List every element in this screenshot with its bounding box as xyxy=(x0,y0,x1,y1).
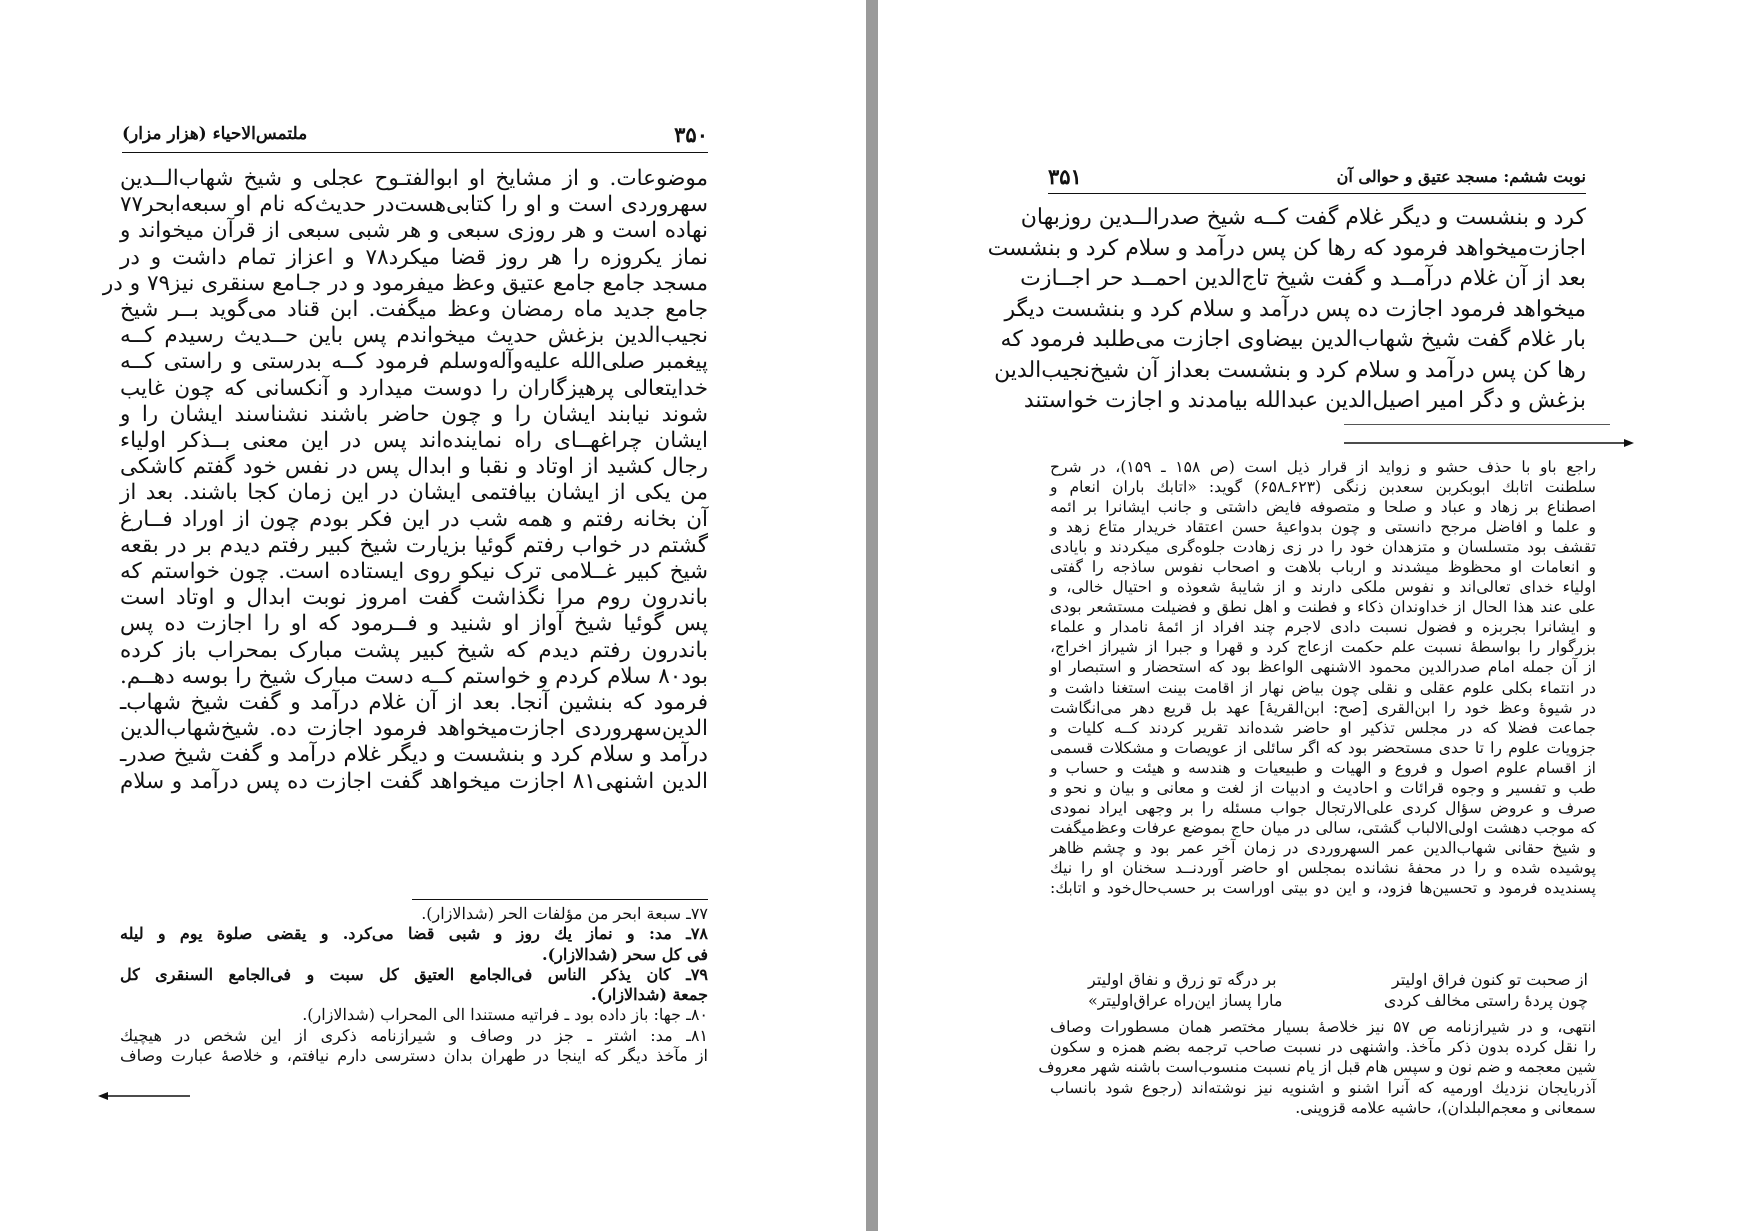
verse-hemistich: چون پردهٔ راستی مخالف کردی xyxy=(1383,991,1588,1010)
note-line: جماعت فضلا که در مجلس تذکیر او حاضر شده‌اند تقریر کردند کــه کلیات و xyxy=(1050,718,1596,737)
text-line: نجیب‌الدین بزغش حدیث میخواندم پس باین حــدیث رسیدم کــه xyxy=(120,323,708,349)
text-line: فرمود که بنشین آنجا. بعد از آن غلام درآمد و گفت شیخ شهاب‌ـ xyxy=(120,690,708,716)
note-line: اصطناع بر زهاد و عباد و صلحا و متصوفه فایض داشتی و جانب ایشانرا بر ائمه xyxy=(1050,498,1596,517)
left-body-text xyxy=(102,166,708,795)
note-line: و علما و افاضل مرجح دانستی و چون بدواعیهٔ حسن اعتقاد خریدار متاع زهد و xyxy=(1050,518,1596,537)
text-line: باندرون روم مرا نگذاشت گفت امروز نوبت ابدال و اوتاد است xyxy=(120,585,708,611)
note-line: از اقسام علوم اصول و فروع و الهیات و طبیعیات و هندسه و هیئت و حساب و xyxy=(1050,758,1596,777)
text-line: مسجد جامع جامع عتیق وعظ میفرمود و در جـامع سنقری نیز۷۹ و در xyxy=(102,270,708,296)
text-line: جامع جدید ماه رمضان وعظ میگفت. ابن قناد می‌گوید بــر شیخ xyxy=(120,297,708,323)
footnote-line: ۸۱ـ مد: اشتر ـ جز در وصاف و شیرازنامه ذکری از این شخص در هیچیك xyxy=(120,1025,708,1045)
verse-hemistich: از صحبت تو کنون فراق اولیتر xyxy=(1391,970,1588,989)
footnote-line: جمعة (شدالازار). xyxy=(591,985,708,1005)
note-line: و شیخ حقانی شهاب‌الدین عمر السهروردی در زمان آخر عمر بود و چشم ظاهر xyxy=(1050,838,1596,857)
note-line: سلطنت اتابك ابوبکربن سعدبن زنگی (۶۲۳ـ۶۵۸) گوید: «اتابك باران انعام و xyxy=(1050,478,1596,497)
text-line: خدایتعالی پرهیزگاران را دوست میدارد و آنکسانی که چون غایب xyxy=(120,375,708,401)
verse-line xyxy=(1088,969,1588,990)
note-line: صرف و عروض سؤال کردی علی‌الارتجال جواب مسئله را بر وجهی ایراد نمودی xyxy=(1050,798,1596,817)
text-line: بار غلام گفت شیخ شهاب‌الدین بیضاوی اجازت می‌طلبد فرمود که xyxy=(1000,327,1586,352)
verse-hemistich: مارا پساز این‌راه عراق‌اولیتر» xyxy=(1088,991,1283,1010)
text-line: پیغمبر صلی‌الله علیه‌وآله‌وسلم فرمود کــه بدرستی و راستی کــه xyxy=(120,349,708,375)
note-line: شین معجمه و ضم نون و سپس هام قبل از یام نسبت منسوب‌است باشنه شهر معروف xyxy=(1038,1058,1596,1077)
note-line: پوشیده شده و را در محفهٔ نشانده بمجلس او حاضر آوردنــد سخنان او را نیك xyxy=(1050,858,1596,877)
text-line: من یکی از ایشان بیافتمی ایشان در این زمان کجا باشند. بعد از xyxy=(120,480,708,506)
footnote-line: از مآخذ دیگر که اینجا در طهران بدان دسترسی دارم نیافتم، و خلاصهٔ عبارت وصاف xyxy=(120,1046,708,1066)
text-line: موضوعات. و از مشایخ او ابوالفتـوح عجلی و شیخ شهاب‌الــدین xyxy=(120,166,708,191)
text-line: الدین اشنهی۸۱ اجازت میخواهد گفت اجازت ده پس درآمد و سلام xyxy=(120,768,708,794)
text-line: رجال کشید از اوتاد و نقبا و ابدال پس در نفس خود گفتم کاشکی xyxy=(120,454,708,480)
continuation-arrow-icon xyxy=(98,1090,190,1102)
text-line: رها کن پس درآمد و سلام کرد و بنشست بعداز آن شیخ‌نجیب‌الدین xyxy=(994,357,1586,383)
verse-line xyxy=(1088,990,1588,1011)
left-footnotes xyxy=(120,904,708,1066)
text-line: بود۸۰ سلام کردم و خواستم کــه دست مبارک شیخ را بوسه دهــم. xyxy=(120,663,708,689)
left-page xyxy=(0,0,866,1231)
text-line: بعد از آن غلام درآمــد و گفت شیخ تاج‌الدین احمــد حر اجــازت xyxy=(1020,266,1586,291)
footnote-divider xyxy=(412,899,708,900)
page-number: ۳۵۰ xyxy=(674,122,708,147)
verse-hemistich: بر درگه تو زرق و نفاق اولیتر xyxy=(1088,970,1277,989)
note-line: پسندیده فرمود و تحسین‌ها فزود، و این دو بیتی اوراست بر حسب‌حال‌خود و اتابك: xyxy=(1050,878,1596,897)
text-line: ایشان چراغهــای راه نماینده‌اند پس در این معنی بــذکر اولیاء xyxy=(120,428,708,454)
running-title: نوبت ششم: مسجد عتیق و حوالی آن xyxy=(1336,167,1586,186)
book-gutter xyxy=(866,0,878,1231)
note-line: در انتماء بکلی علوم عقلی و نقلی چون بیاض نهار از اقامت بینت استغنا داشت و xyxy=(1050,678,1596,697)
note-line: از آن جمله امام صدرالدین محمود الاشنهی الواعظ بود که استحضار و استبصار او xyxy=(1050,658,1596,677)
text-line: بزغش و دگر امیر اصیل‌الدین عبدالله بیامدند و اجازت خواستند xyxy=(1023,388,1586,413)
right-body-text xyxy=(987,203,1586,417)
note-line: و انعامات او محظوظ میشدند و ارباب بلاهت و اصحاب نفوس ساذجه را گفتی xyxy=(1050,558,1596,577)
text-line: شیخ کبیر غــلامی ترک نیکو روی ایستاده است. چون خواستم که xyxy=(120,559,708,585)
note-line: انتهی، و در شیرازنامه ص ۵۷ نیز خلاصهٔ بسیار مختصر همان مسطورات وصاف xyxy=(1050,1018,1596,1036)
note-line: علی عند هذا الحال از خداوندان ذکاء و فطنت و اهل نطق و فضیلت مستشعر بودی xyxy=(1050,598,1596,617)
footnote-divider xyxy=(1344,424,1610,425)
footnote-line: فی کل سحر (شدالازار). xyxy=(542,944,708,964)
text-line: آن بخانه رفتم و همه شب در این فکر بودم چون از اوراد فــارغ xyxy=(120,506,708,532)
note-line: سمعانی و معجم‌البلدان)، حاشیه علامه قزوینی. xyxy=(1295,1098,1596,1117)
note-line: تقشف بود متسلسان و متزهدان خود را در زی زهادت جلوه‌گری میکردند و بایادی xyxy=(1050,538,1596,557)
note-line: را نقل کرده بدون ذکر مآخذ. واشنهی در نسبت صاحب ترجمه بضم همزه و سکون xyxy=(1050,1038,1596,1057)
note-line: که موجب دهشت اولی‌الالباب گشتی، سالی در میان حاج بموضع عرفات وعظ‌میگفت xyxy=(1050,818,1596,837)
note-line: آذربایجان نزدیك اورمیه که آنرا اشنو و اشنویه نیز نوشته‌اند (رجوع شود بانساب xyxy=(1050,1078,1596,1097)
right-page xyxy=(878,0,1744,1231)
text-line: سهروردی است و او را کتابی‌هست‌در حدیث‌که نام او سبعه‌ابحر۷۷ xyxy=(120,192,708,218)
note-line: راجع باو با حذف حشو و زواید از قرار ذیل است (ص ۱۵۸ ـ ۱۵۹)، در شرح xyxy=(1050,458,1596,476)
text-line: پس گوئیا شیخ آواز او شنید و فــرمود که او را اجازت ده پس xyxy=(120,611,708,637)
text-line: نهاده است و هر روزی سبعی و هر شبی سبعی از قرآن میخواند و xyxy=(120,218,708,244)
note-line: طب و تفسیر و وجوه قرائات و احادیث و ادبیات از لغت و معانی و بیان و نحو و xyxy=(1050,778,1596,797)
text-line: کرد و بنشست و دیگر غلام گفت کــه شیخ صدرالــدین روزبهان xyxy=(1020,205,1586,230)
text-line: الدین‌سهروردی اجازت‌میخواهد فرمود اجازت ده. شیخ‌شهاب‌الدین xyxy=(120,716,708,742)
continuation-arrow-icon xyxy=(1344,437,1634,449)
footnote-line: ۷۸ـ مد: و نماز یك روز و شبی قضا می‌کرد. و یقضی صلوة یوم و لیله xyxy=(120,924,708,944)
text-line: باندرون رفتم دیدم که شیخ کبیر پشت مبارک بمحراب باز کرده xyxy=(120,637,708,663)
right-notes xyxy=(1050,457,1596,898)
footnote-line: ۷۷ـ سبعة ابحر من مؤلفات الحر (شدالازار). xyxy=(421,904,708,923)
footnote-line: ۷۹ـ کان یذکر الناس فی‌الجامع العتیق کل سبت و فی‌الجامع السنقری کل xyxy=(120,964,708,984)
left-page-header xyxy=(122,118,708,153)
text-line: درآمد و سلام کرد و بنشست و دیگر غلام درآمد و گفت شیخ صدرـ xyxy=(120,742,708,768)
right-page-header xyxy=(1048,163,1586,194)
page-number: ۳۵۱ xyxy=(1048,164,1082,189)
footnote-line: ۸۰ـ جها: باز داده بود ـ فراتیه مستندا الی المحراب (شدالازار). xyxy=(302,1005,708,1025)
text-line: گشتم در خواب رفتم گوئیا بزیارت شیخ کبیر رفتم دیدم بر در بقعه xyxy=(120,532,708,558)
note-line: در شیوهٔ وعظ خود را ابن‌القری [صح: ابن‌القریهٔ] عهد بل قریع دهر می‌انگاشت xyxy=(1050,698,1596,717)
text-line: نماز یکروزه را هر روز قضا میکرد۷۸ و اعزاز تمام داشت و در xyxy=(120,244,708,270)
quoted-verse xyxy=(1088,969,1588,1011)
note-line: و ایشانرا بجربزه و فضول نسبت دادی لاجرم چند افراد از ائمهٔ نامدار و علماء xyxy=(1050,618,1596,637)
note-line: اولیاء خدای تعالی‌اند و نفوس ملکی دارند و از شایبهٔ شعوذه و احتیال خالی، و xyxy=(1050,578,1596,597)
running-title: ملتمس‌الاحیاء (هزار مزار) xyxy=(122,124,308,144)
text-line: شوند نیابند ایشان را و چون حاضر باشند نشناسند ایشان را و xyxy=(120,401,708,427)
right-notes-continued xyxy=(1038,1017,1596,1118)
note-line: بزرگوار را بواسطهٔ نسبت علم حکمت ازعاج کرد و قهرا و جبرا از شیراز اخراج، xyxy=(1050,638,1596,657)
text-line: اجازت‌میخواهد فرمود که رها کن پس درآمد و سلام کرد و بنشست xyxy=(987,235,1586,261)
note-line: جزویات علوم را تا حدی مستحضر بود که اگر سائلی از عویصات و مشکلات قسمی xyxy=(1050,738,1596,757)
text-line: میخواهد فرمود اجازت ده پس درآمد و سلام کرد و بنشست دیگر xyxy=(1004,296,1586,322)
